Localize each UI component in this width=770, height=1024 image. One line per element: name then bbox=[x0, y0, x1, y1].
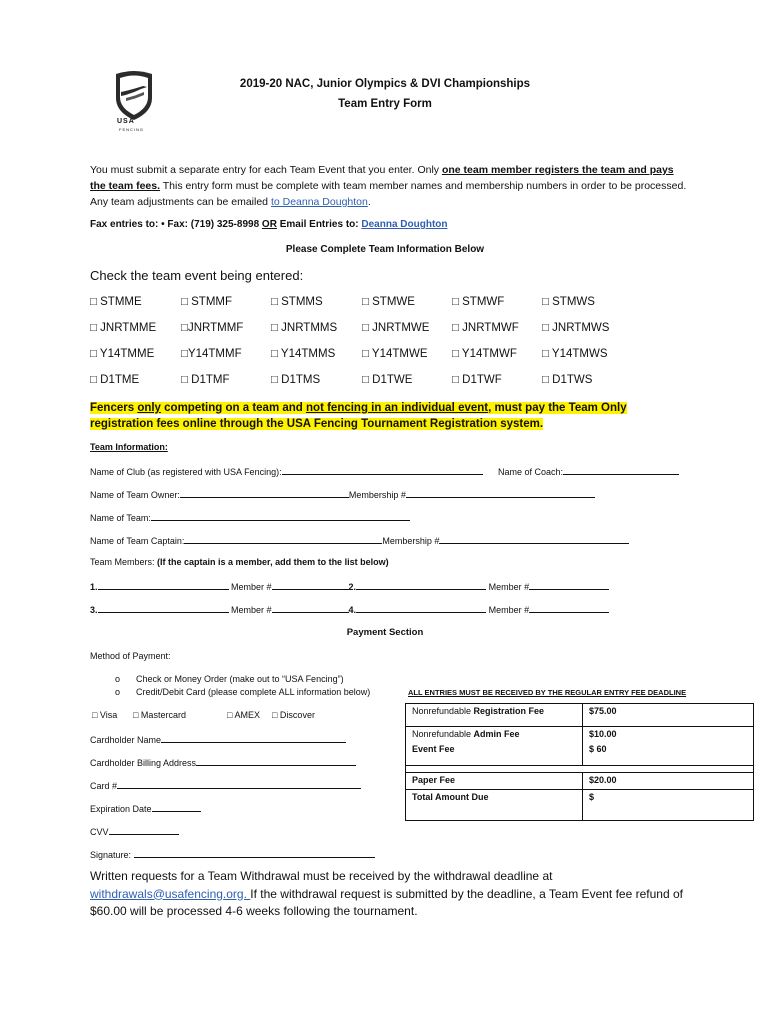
fax-line: Fax entries to: • Fax: (719) 325-8998 OR Email Entries to: Deanna Doughton bbox=[90, 219, 448, 230]
event-check-heading: Check the team event being entered: bbox=[90, 268, 304, 283]
form-subtitle: Team Entry Form bbox=[338, 98, 432, 110]
event-checkbox[interactable]: □ D1TME bbox=[90, 374, 140, 386]
event-checkbox[interactable]: □ STMME bbox=[90, 296, 142, 308]
club-field[interactable]: Name of Club (as registered with USA Fencing): bbox=[90, 465, 483, 477]
event-checkbox[interactable]: □ D1TWF bbox=[452, 374, 502, 386]
total-amount-value: $ bbox=[583, 790, 754, 821]
event-checkbox[interactable]: □ Y14TMWF bbox=[452, 348, 517, 360]
captain-field[interactable]: Name of Team Captain: Membership # bbox=[90, 534, 629, 546]
event-checkbox[interactable]: □ D1TMF bbox=[181, 374, 230, 386]
logo-text: USA bbox=[117, 118, 135, 125]
event-checkbox[interactable]: □ STMMF bbox=[181, 296, 233, 308]
team-info-heading: Team Information: bbox=[90, 442, 168, 452]
withdrawals-email-link[interactable]: withdrawals@usafencing.org. bbox=[90, 886, 251, 901]
event-checkbox[interactable]: □Y14TMMF bbox=[181, 348, 242, 360]
email-link-deanna[interactable]: to Deanna Doughton bbox=[270, 196, 368, 208]
email-entries-link[interactable]: Deanna Doughton bbox=[361, 219, 448, 230]
event-checkbox[interactable]: □ D1TWS bbox=[542, 374, 593, 386]
table-row: Nonrefundable Registration Fee $75.00 bbox=[406, 704, 754, 727]
paper-fee-value: $20.00 bbox=[583, 773, 754, 790]
fee-table bbox=[405, 703, 754, 821]
table-row: Paper Fee $20.00 bbox=[406, 773, 754, 790]
card-amex-checkbox[interactable]: □ AMEX bbox=[227, 710, 260, 720]
coach-field[interactable]: Name of Coach: bbox=[498, 465, 679, 477]
team-members-label: Team Members: (If the captain is a member, add them to the list below) bbox=[90, 557, 389, 567]
event-checkbox[interactable]: □ STMWS bbox=[542, 296, 595, 308]
event-checkbox[interactable]: □ STMMS bbox=[271, 296, 323, 308]
event-checkbox[interactable]: □ STMWE bbox=[362, 296, 415, 308]
form-title: 2019-20 NAC, Junior Olympics & DVI Championships bbox=[239, 78, 531, 90]
table-row: Nonrefundable Admin Fee Event Fee $10.00 $ 60 bbox=[406, 727, 754, 766]
intro-paragraph: You must submit a separate entry for each Team Event that you enter. Only one team member registers the team and pays the team fees. This entry form must be complete with team member names and membership numbers in order to be processed. Any team adjustments can be emailed to Deanna Doughton. bbox=[90, 164, 687, 208]
event-checkbox[interactable]: □ Y14TMWE bbox=[362, 348, 428, 360]
withdrawal-paragraph: Written requests for a Team Withdrawal must be received by the withdrawal deadline at withdrawals@usafencing.org. If the withdrawal request is submitted by the deadline, a Team Event fee refund of $60.00 will be processed 4-6 weeks following the tournament. bbox=[90, 869, 683, 918]
logo-subtext: FENCING bbox=[119, 127, 144, 132]
payment-method-label: Method of Payment: bbox=[90, 651, 171, 661]
event-checkbox[interactable]: □ JNRTMMS bbox=[271, 322, 338, 334]
event-checkbox[interactable]: □JNRTMMF bbox=[181, 322, 244, 334]
event-fee-value: $ 60 bbox=[589, 744, 607, 754]
event-checkbox[interactable]: □ D1TWE bbox=[362, 374, 413, 386]
admin-fee-value: $10.00 bbox=[589, 729, 617, 739]
expiration-field[interactable]: Expiration Date bbox=[90, 802, 201, 814]
event-checkbox[interactable]: □ STMWF bbox=[452, 296, 505, 308]
payment-option-check[interactable]: Check or Money Order (make out to “USA Fencing”) bbox=[136, 674, 344, 684]
intro-bold: one team member registers the team and pays the team fees. bbox=[90, 164, 674, 192]
team-only-notice: Fencers only competing on a team and not fencing in an individual event, must pay the Team Only registration fees online through the USA Fencing Tournament Registration system. bbox=[90, 402, 627, 430]
event-checkbox[interactable]: □ JNRTMWS bbox=[542, 322, 610, 334]
event-checkbox[interactable]: □ JNRTMWF bbox=[452, 322, 519, 334]
event-checkbox[interactable]: □ JNRTMWE bbox=[362, 322, 430, 334]
bullet-1: o bbox=[115, 674, 121, 684]
please-complete-heading: Please Complete Team Information Below bbox=[285, 244, 485, 255]
cvv-field[interactable]: CVV bbox=[90, 825, 179, 837]
signature-field[interactable]: Signature: bbox=[90, 848, 375, 860]
event-checkbox[interactable]: □ JNRTMME bbox=[90, 322, 157, 334]
billing-address-field[interactable]: Cardholder Billing Address bbox=[90, 756, 356, 768]
owner-field[interactable]: Name of Team Owner: Membership # bbox=[90, 488, 595, 500]
member-row-1-2[interactable]: 1. Member # 2. Member # bbox=[90, 580, 609, 592]
payment-option-card[interactable]: Credit/Debit Card (please complete ALL information below) bbox=[136, 687, 371, 697]
registration-fee-value: $75.00 bbox=[583, 704, 754, 727]
deadline-note: ALL ENTRIES MUST BE RECEIVED BY THE REGULAR ENTRY FEE DEADLINE bbox=[408, 688, 687, 697]
event-checkbox[interactable]: □ D1TMS bbox=[271, 374, 321, 386]
team-name-field[interactable]: Name of Team: bbox=[90, 511, 410, 523]
event-checkbox[interactable]: □ Y14TMMS bbox=[271, 348, 336, 360]
table-row: Total Amount Due $ bbox=[406, 790, 754, 821]
card-mastercard-checkbox[interactable]: □ Mastercard bbox=[133, 710, 186, 720]
cardholder-name-field[interactable]: Cardholder Name bbox=[90, 733, 346, 745]
card-discover-checkbox[interactable]: □ Discover bbox=[272, 710, 315, 720]
event-checkbox[interactable]: □ Y14TMWS bbox=[542, 348, 608, 360]
event-checkbox[interactable]: □ Y14TMME bbox=[90, 348, 155, 360]
payment-heading: Payment Section bbox=[346, 627, 424, 638]
member-row-3-4[interactable]: 3. Member # 4. Member # bbox=[90, 603, 609, 615]
bullet-2: o bbox=[115, 687, 121, 697]
card-visa-checkbox[interactable]: □ Visa bbox=[92, 710, 118, 720]
card-number-field[interactable]: Card # bbox=[90, 779, 361, 791]
